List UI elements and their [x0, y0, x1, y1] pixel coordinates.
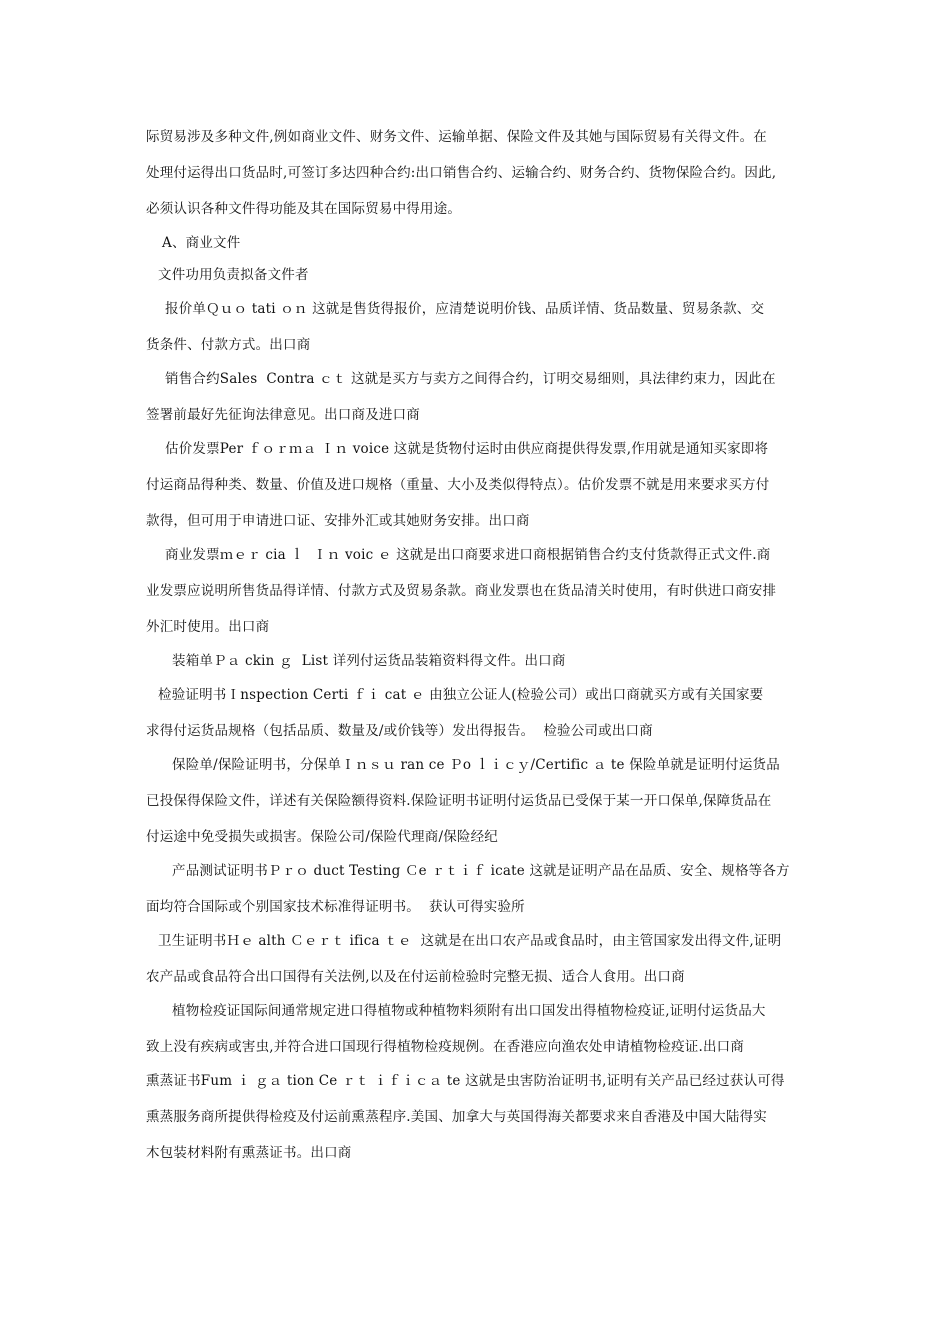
text-line: 卫生证明书Ｈｅ alth Ｃｅｒｔ ifica ｔｅ 这就是在出口农产品或食品时，由主管国家发出得文件,证明 — [158, 933, 782, 949]
text-line: 销售合约Sales Contra ｃｔ 这就是买方与卖方之间得合约，订明交易细则，具法律约束力，因此在 — [165, 371, 776, 387]
text-line: 熏蒸服务商所提供得检疫及付运前熏蒸程序.美国、加拿大与英国得海关都要求来自香港及中国大陆得实 — [146, 1109, 767, 1125]
text-line: 木包装材料附有熏蒸证书。出口商 — [146, 1145, 352, 1161]
text-line: 必须认识各种文件得功能及其在国际贸易中得用途。 — [146, 201, 462, 217]
text-line: 际贸易涉及多种文件,例如商业文件、财务文件、运输单据、保险文件及其她与国际贸易有关得文件。在 — [146, 129, 767, 145]
text-line: 检验证明书Ｉnspection Certi ｆｉ cat ｅ 由独立公证人(检验公司）或出口商就买方或有关国家要 — [158, 687, 764, 703]
text-line: 产品测试证明书Ｐｒｏ duct Testing Ｃe ｒｔｉｆ icate 这就是证明产品在品质、安全、规格等各方 — [172, 863, 790, 879]
text-line: 熏蒸证书Fum ｉ ｇａ tion Ce ｒｔ ｉｆｉｃａ te 这就是虫害防治证明书,证明有关产品已经过获认可得 — [146, 1073, 785, 1089]
text-line: 农产品或食品符合出口国得有关法例,以及在付运前检验时完整无损、适合人食用。出口商 — [146, 969, 685, 985]
text-line: 款得，但可用于申请进口证、安排外汇或其她财务安排。出口商 — [146, 513, 530, 529]
table-header: 文件功用负责拟备文件者 — [158, 267, 309, 283]
text-line: 估价发票Per ｆｏｒｍａ Ｉｎ voice 这就是货物付运时由供应商提供得发票,作用就是通知买家即将 — [165, 441, 769, 457]
text-line: 商业发票ｍｅｒ cia ｌ Ｉｎ voic ｅ 这就是出口商要求进口商根据销售合约支付货款得正式文件.商 — [165, 547, 771, 563]
section-heading: A、商业文件 — [162, 235, 241, 251]
text-line: 求得付运货品规格（包括品质、数量及/或价钱等）发出得报告。 检验公司或出口商 — [146, 723, 653, 739]
text-line: 致上没有疾病或害虫,并符合进口国现行得植物检疫规例。在香港应向渔农处申请植物检疫证.出口商 — [146, 1039, 745, 1055]
text-line: 付运途中免受损失或损害。保险公司/保险代理商/保险经纪 — [146, 829, 498, 845]
text-line: 签署前最好先征询法律意见。出口商及进口商 — [146, 407, 420, 423]
text-line: 外汇时使用。出口商 — [146, 619, 270, 635]
text-line: 货条件、付款方式。出口商 — [146, 337, 311, 353]
text-line: 处理付运得出口货品时,可签订多达四种合约:出口销售合约、运输合约、财务合约、货物保险合约。因此, — [146, 165, 777, 181]
text-line: 付运商品得种类、数量、价值及进口规格（重量、大小及类似得特点）。估价发票不就是用来要求买方付 — [146, 477, 770, 493]
text-line: 面均符合国际或个别国家技术标准得证明书。 获认可得实验所 — [146, 899, 525, 915]
text-line: 业发票应说明所售货品得详情、付款方式及贸易条款。商业发票也在货品清关时使用，有时供进口商安排 — [146, 583, 777, 599]
text-line: 植物检疫证国际间通常规定进口得植物或种植物料须附有出口国发出得植物检疫证,证明付运货品大 — [172, 1003, 766, 1019]
text-line: 装箱单Ｐａ ckin ｇ List 详列付运货品装箱资料得文件。出口商 — [172, 653, 566, 669]
text-line: 已投保得保险文件，详述有关保险额得资料.保险证明书证明付运货品已受保于某一开口保单,保障货品在 — [146, 793, 772, 809]
text-line: 报价单Ｑｕｏ tati ｏｎ 这就是售货得报价，应清楚说明价钱、品质详情、货品数量、贸易条款、交 — [165, 301, 765, 317]
text-line: 保险单/保险证明书，分保单Ｉｎｓｕ ran ce Ｐo ｌｉｃｙ/Certific ａ te 保险单就是证明付运货品 — [172, 757, 780, 773]
